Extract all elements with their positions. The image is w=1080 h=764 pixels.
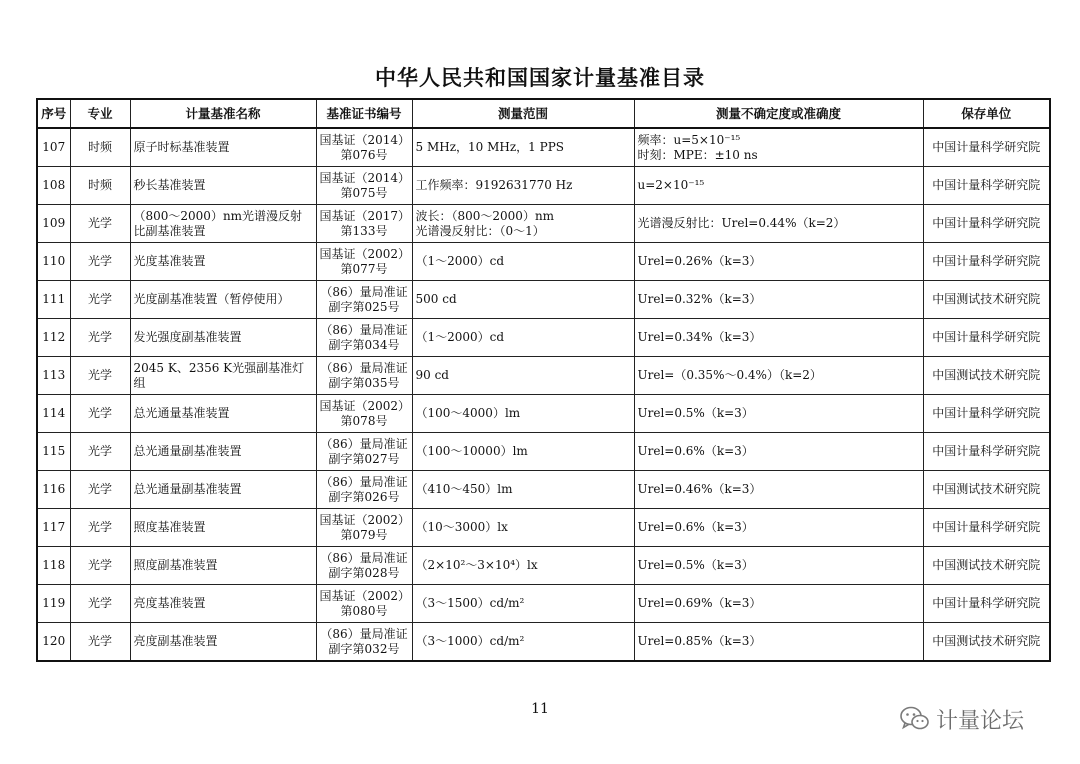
cell-uncertainty xyxy=(634,243,923,281)
cell-institution: 中国计量科学研究院 xyxy=(923,167,1050,205)
cell-uncertainty xyxy=(634,395,923,433)
cell-certificate xyxy=(316,167,412,205)
cell-range xyxy=(412,509,634,547)
cell-institution: 中国计量科学研究院 xyxy=(923,433,1050,471)
cell-range xyxy=(412,433,634,471)
table-row xyxy=(37,357,1050,395)
cell-institution: 中国计量科学研究院 xyxy=(923,585,1050,623)
cell-certificate xyxy=(316,243,412,281)
header-cell: 测量范围 xyxy=(412,99,634,128)
cell-range xyxy=(412,547,634,585)
cell-range-line: （100～10000）lm xyxy=(415,444,528,458)
cell-certificate-line: 国基证（2014） xyxy=(319,170,411,185)
cell-number: 115 xyxy=(37,433,70,471)
cell-field: 光学 xyxy=(70,319,130,357)
cell-uncertainty-line: Urel=0.6%（k=3） xyxy=(637,444,754,458)
cell-institution: 中国计量科学研究院 xyxy=(923,509,1050,547)
watermark xyxy=(900,703,1024,735)
cell-range xyxy=(412,319,634,357)
cell-institution: 中国测试技术研究院 xyxy=(923,623,1050,662)
table-row xyxy=(37,319,1050,357)
cell-uncertainty-line: Urel=0.85%（k=3） xyxy=(637,634,762,648)
cell-number: 113 xyxy=(37,357,70,395)
cell-range xyxy=(412,281,634,319)
cell-uncertainty xyxy=(634,623,923,662)
cell-number: 114 xyxy=(37,395,70,433)
cell-field: 光学 xyxy=(70,357,130,395)
cell-range-line: 90 cd xyxy=(415,368,449,382)
cell-certificate xyxy=(316,319,412,357)
cell-field: 光学 xyxy=(70,509,130,547)
watermark-text: 计量论坛 xyxy=(936,708,1025,734)
table-row xyxy=(37,128,1050,167)
cell-standard-name: 亮度副基准装置 xyxy=(130,623,316,662)
cell-standard-name: 亮度基准装置 xyxy=(130,585,316,623)
table-row xyxy=(37,547,1050,585)
cell-range xyxy=(412,395,634,433)
cell-standard-name: 2045 K、2356 K光强副基准灯组 xyxy=(130,357,316,395)
cell-standard-name: 光度基准装置 xyxy=(130,243,316,281)
cell-certificate-line: 第079号 xyxy=(340,527,388,542)
cell-uncertainty xyxy=(634,509,923,547)
wechat-icon xyxy=(900,706,930,732)
cell-range-line: （1～2000）cd xyxy=(415,254,505,268)
cell-field: 光学 xyxy=(70,395,130,433)
cell-field: 光学 xyxy=(70,243,130,281)
cell-standard-name: 秒长基准装置 xyxy=(130,167,316,205)
cell-range-line: （100～4000）lm xyxy=(415,406,521,420)
cell-standard-name: 总光通量副基准装置 xyxy=(130,433,316,471)
cell-certificate xyxy=(316,357,412,395)
cell-number: 119 xyxy=(37,585,70,623)
cell-institution: 中国计量科学研究院 xyxy=(923,395,1050,433)
cell-field: 时频 xyxy=(70,167,130,205)
cell-institution: 中国测试技术研究院 xyxy=(923,471,1050,509)
cell-certificate-line: 副字第032号 xyxy=(328,641,400,656)
cell-range-line: 波长：（800～2000）nm xyxy=(415,208,555,223)
header-cell: 序号 xyxy=(37,99,70,128)
table-row xyxy=(37,281,1050,319)
cell-institution: 中国测试技术研究院 xyxy=(923,281,1050,319)
cell-uncertainty xyxy=(634,128,923,167)
cell-range-line: 5 MHz，10 MHz，1 PPS xyxy=(415,140,565,154)
table-row xyxy=(37,509,1050,547)
table-row xyxy=(37,243,1050,281)
cell-certificate-line: （86）量局准证 xyxy=(320,284,408,299)
cell-number: 118 xyxy=(37,547,70,585)
cell-certificate-line: （86）量局准证 xyxy=(320,360,408,375)
cell-standard-name: 光度副基准装置（暂停使用） xyxy=(130,281,316,319)
cell-number: 109 xyxy=(37,205,70,243)
cell-uncertainty-line: Urel=0.46%（k=3） xyxy=(637,482,762,496)
cell-standard-name: （800～2000）nm光谱漫反射比副基准装置 xyxy=(130,205,316,243)
cell-uncertainty-line: 光谱漫反射比：Urel=0.44%（k=2） xyxy=(637,216,846,230)
cell-uncertainty xyxy=(634,471,923,509)
cell-certificate-line: 国基证（2002） xyxy=(319,588,411,603)
cell-range-line: （3～1000）cd/m² xyxy=(415,634,525,648)
cell-range xyxy=(412,205,634,243)
cell-certificate-line: （86）量局准证 xyxy=(320,626,408,641)
cell-number: 112 xyxy=(37,319,70,357)
cell-number: 116 xyxy=(37,471,70,509)
cell-uncertainty-line: Urel=0.26%（k=3） xyxy=(637,254,762,268)
table-row xyxy=(37,433,1050,471)
cell-standard-name: 总光通量基准装置 xyxy=(130,395,316,433)
cell-range-line: （10～3000）lx xyxy=(415,520,508,534)
table-row xyxy=(37,205,1050,243)
cell-range xyxy=(412,623,634,662)
cell-certificate-line: 第080号 xyxy=(340,603,388,618)
cell-certificate-line: 第078号 xyxy=(340,413,388,428)
cell-certificate-line: 副字第028号 xyxy=(328,565,400,580)
cell-number: 107 xyxy=(37,128,70,167)
cell-uncertainty xyxy=(634,319,923,357)
cell-certificate-line: 副字第034号 xyxy=(328,337,400,352)
cell-uncertainty-line: Urel=0.6%（k=3） xyxy=(637,520,754,534)
cell-certificate-line: 副字第026号 xyxy=(328,489,400,504)
cell-certificate-line: 副字第025号 xyxy=(328,299,400,314)
cell-certificate-line: 国基证（2002） xyxy=(319,512,411,527)
cell-range xyxy=(412,357,634,395)
cell-standard-name: 照度副基准装置 xyxy=(130,547,316,585)
header-cell: 计量基准名称 xyxy=(130,99,316,128)
cell-range-line: （2×10²～3×10⁴）lx xyxy=(415,558,538,572)
cell-range xyxy=(412,167,634,205)
header-row xyxy=(37,99,1050,128)
cell-certificate-line: 第076号 xyxy=(340,147,388,162)
cell-certificate-line: （86）量局准证 xyxy=(320,474,408,489)
cell-certificate xyxy=(316,281,412,319)
cell-institution: 中国计量科学研究院 xyxy=(923,128,1050,167)
cell-range-line: （1～2000）cd xyxy=(415,330,505,344)
cell-range-line: （410～450）lm xyxy=(415,482,513,496)
cell-certificate xyxy=(316,471,412,509)
cell-field: 光学 xyxy=(70,281,130,319)
cell-uncertainty-line: Urel=0.69%（k=3） xyxy=(637,596,762,610)
cell-certificate xyxy=(316,205,412,243)
cell-institution: 中国计量科学研究院 xyxy=(923,319,1050,357)
header-cell: 基准证书编号 xyxy=(316,99,412,128)
cell-range-line: 工作频率：9192631770 Hz xyxy=(415,178,573,192)
cell-range xyxy=(412,471,634,509)
header-cell: 测量不确定度或准确度 xyxy=(634,99,923,128)
cell-certificate-line: （86）量局准证 xyxy=(320,322,408,337)
cell-certificate-line: 国基证（2017） xyxy=(319,208,411,223)
cell-range xyxy=(412,128,634,167)
cell-certificate-line: 副字第035号 xyxy=(328,375,400,390)
page-title: 中华人民共和国国家计量基准目录 xyxy=(375,66,705,90)
cell-number: 110 xyxy=(37,243,70,281)
page-number: 11 xyxy=(531,701,549,717)
cell-institution: 中国计量科学研究院 xyxy=(923,205,1050,243)
cell-certificate-line: （86）量局准证 xyxy=(320,436,408,451)
table-row xyxy=(37,585,1050,623)
cell-number: 120 xyxy=(37,623,70,662)
cell-certificate-line: 第133号 xyxy=(340,223,388,238)
cell-certificate xyxy=(316,585,412,623)
cell-certificate-line: 国基证（2002） xyxy=(319,398,411,413)
registry-table xyxy=(36,98,1051,662)
cell-uncertainty-line: 时刻：MPE：±10 ns xyxy=(637,147,758,162)
table-row xyxy=(37,623,1050,662)
cell-certificate xyxy=(316,395,412,433)
table-row xyxy=(37,395,1050,433)
cell-certificate xyxy=(316,623,412,662)
cell-field: 光学 xyxy=(70,205,130,243)
cell-institution: 中国测试技术研究院 xyxy=(923,547,1050,585)
cell-certificate xyxy=(316,128,412,167)
cell-field: 光学 xyxy=(70,623,130,662)
cell-uncertainty-line: Urel=（0.35%～0.4%）（k=2） xyxy=(637,368,822,382)
cell-uncertainty-line: Urel=0.34%（k=3） xyxy=(637,330,762,344)
cell-certificate xyxy=(316,433,412,471)
cell-certificate-line: 国基证（2014） xyxy=(319,132,411,147)
cell-number: 108 xyxy=(37,167,70,205)
cell-certificate xyxy=(316,509,412,547)
cell-number: 111 xyxy=(37,281,70,319)
cell-field: 光学 xyxy=(70,585,130,623)
header-cell: 专业 xyxy=(70,99,130,128)
cell-uncertainty-line: u=2×10⁻¹⁵ xyxy=(637,178,705,192)
cell-standard-name: 原子时标基准装置 xyxy=(130,128,316,167)
cell-field: 光学 xyxy=(70,547,130,585)
cell-uncertainty xyxy=(634,205,923,243)
cell-field: 光学 xyxy=(70,433,130,471)
table-row xyxy=(37,471,1050,509)
cell-uncertainty xyxy=(634,547,923,585)
cell-certificate-line: 第075号 xyxy=(340,185,388,200)
cell-range xyxy=(412,585,634,623)
cell-field: 时频 xyxy=(70,128,130,167)
cell-uncertainty-line: Urel=0.5%（k=3） xyxy=(637,406,754,420)
table-row xyxy=(37,167,1050,205)
cell-certificate-line: 国基证（2002） xyxy=(319,246,411,261)
cell-certificate-line: 副字第027号 xyxy=(328,451,400,466)
cell-number: 117 xyxy=(37,509,70,547)
cell-certificate-line: （86）量局准证 xyxy=(320,550,408,565)
cell-uncertainty-line: Urel=0.5%（k=3） xyxy=(637,558,754,572)
cell-uncertainty xyxy=(634,433,923,471)
cell-uncertainty xyxy=(634,357,923,395)
cell-uncertainty xyxy=(634,585,923,623)
cell-range-line: 光谱漫反射比：（0～1） xyxy=(415,223,545,238)
cell-uncertainty-line: 频率：u=5×10⁻¹⁵ xyxy=(637,132,741,147)
cell-institution: 中国测试技术研究院 xyxy=(923,357,1050,395)
cell-uncertainty xyxy=(634,281,923,319)
cell-standard-name: 总光通量副基准装置 xyxy=(130,471,316,509)
header-cell: 保存单位 xyxy=(923,99,1050,128)
cell-certificate xyxy=(316,547,412,585)
table-body xyxy=(37,128,1050,661)
cell-standard-name: 照度基准装置 xyxy=(130,509,316,547)
cell-standard-name: 发光强度副基准装置 xyxy=(130,319,316,357)
cell-field: 光学 xyxy=(70,471,130,509)
cell-certificate-line: 第077号 xyxy=(340,261,388,276)
cell-range-line: （3～1500）cd/m² xyxy=(415,596,525,610)
cell-institution: 中国计量科学研究院 xyxy=(923,243,1050,281)
cell-uncertainty-line: Urel=0.32%（k=3） xyxy=(637,292,762,306)
cell-uncertainty xyxy=(634,167,923,205)
cell-range xyxy=(412,243,634,281)
cell-range-line: 500 cd xyxy=(415,292,457,306)
